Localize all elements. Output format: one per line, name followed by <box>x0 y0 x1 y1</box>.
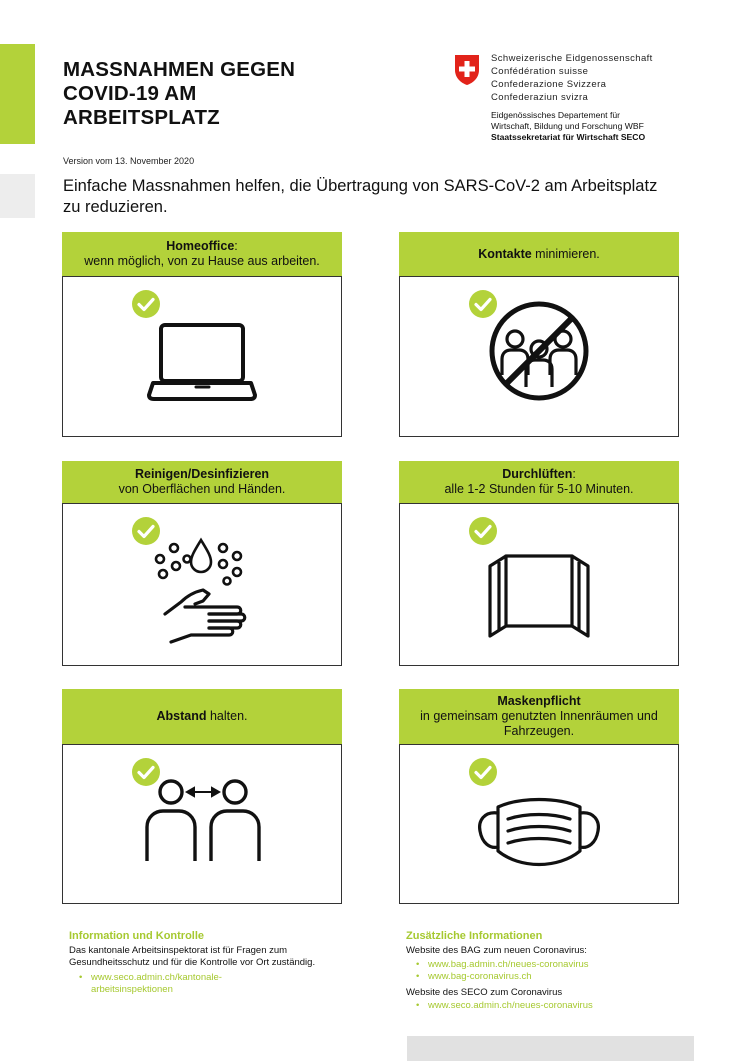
info-kontrolle-text: Das kantonale Arbeitsinspektorat ist für Fragen zum Gesundheitsschutz und für die Kontrolle vor Ort zuständig. <box>69 945 316 968</box>
bag-links <box>406 959 706 983</box>
card-reinigen <box>62 461 342 666</box>
title-line-2: COVID-19 AM <box>63 82 197 105</box>
federal-name-fr: Confédération suisse <box>491 66 589 77</box>
card-masken <box>399 689 679 904</box>
card-homeoffice-header <box>62 232 342 276</box>
card-lueften-header <box>399 461 679 503</box>
laptop-icon <box>63 277 341 436</box>
card-masken-header <box>399 689 679 744</box>
title-line-1: MASSNAHMEN GEGEN <box>63 58 296 81</box>
federal-names <box>491 52 653 104</box>
side-accent-bar <box>0 44 35 144</box>
card-abstand <box>62 689 342 904</box>
federal-name-it: Confederazione Svizzera <box>491 79 607 90</box>
swiss-cross-shield-icon <box>453 54 481 86</box>
lueften-title: Durchlüften <box>502 467 573 481</box>
footer-grey-block <box>407 1036 694 1061</box>
federal-department <box>491 110 645 142</box>
federal-name-de: Schweizerische Eidgenossenschaft <box>491 53 653 64</box>
card-abstand-header <box>62 689 342 744</box>
abstand-title-suffix: halten. <box>206 709 248 723</box>
link-line-2[interactable]: arbeitsinspektionen <box>91 984 173 995</box>
card-homeoffice-body <box>62 276 342 437</box>
link-bag-coronavirus[interactable]: • www.bag-coronavirus.ch <box>406 971 706 983</box>
card-reinigen-header <box>62 461 342 503</box>
card-kontakte-body <box>399 276 679 437</box>
card-kontakte <box>399 232 679 437</box>
reinigen-title: Reinigen/Desinfizieren <box>134 467 270 481</box>
card-reinigen-body <box>62 503 342 666</box>
secretariat: Staatssekretariat für Wirtschaft SECO <box>491 131 646 142</box>
info-kontrolle-heading: Information und Kontrolle <box>69 930 205 942</box>
kontakte-title-suffix: minimieren. <box>531 246 600 261</box>
link-bag-neues-coronavirus[interactable]: • www.bag.admin.ch/neues-coronavirus <box>406 959 706 971</box>
masken-subtitle-line-2: Fahrzeugen. <box>503 724 575 738</box>
homeoffice-subtitle: wenn möglich, von zu Hause aus arbeiten. <box>84 254 320 268</box>
kontakte-title: Kontakte <box>478 246 532 261</box>
card-homeoffice <box>62 232 342 437</box>
reinigen-subtitle: von Oberflächen und Händen. <box>118 482 286 496</box>
seco-text: Website des SECO zum Coronavirus <box>406 986 563 998</box>
card-kontakte-header <box>399 232 679 276</box>
homeoffice-title: Homeoffice <box>166 239 235 253</box>
masken-subtitle-line-1: in gemeinsam genutzten Innenräumen und <box>420 709 658 723</box>
version-date: Version vom 13. November 2020 <box>63 156 195 166</box>
link-seco-neues-coronavirus[interactable]: • www.seco.admin.ch/neues-coronavirus <box>406 1000 706 1012</box>
info-zusaetzlich-heading: Zusätzliche Informationen <box>406 930 543 942</box>
page-title <box>63 58 363 130</box>
card-masken-body <box>399 744 679 904</box>
info-zusaetzlich <box>406 930 706 1012</box>
no-group-icon <box>400 277 678 436</box>
department-line-1: Eidgenössisches Departement für <box>491 110 620 120</box>
link-line-1[interactable]: www.seco.admin.ch/kantonale- <box>91 972 222 983</box>
federal-name-rm: Confederaziun svizra <box>491 92 589 103</box>
hand-washing-icon <box>63 504 341 665</box>
info-kontrolle-links <box>69 972 349 996</box>
bag-text: Website des BAG zum neuen Coronavirus: <box>406 945 587 956</box>
masken-title: Maskenpflicht <box>497 694 581 708</box>
abstand-title: Abstand <box>156 709 207 723</box>
face-mask-icon <box>400 745 678 903</box>
title-line-3: ARBEITSPLATZ <box>63 106 220 129</box>
link-kantonale-arbeitsinspektionen[interactable] <box>69 972 349 996</box>
side-grey-tab <box>0 174 35 218</box>
intro-text: Einfache Massnahmen helfen, die Übertragung von SARS-CoV-2 am Arbeitsplatz zu reduzieren. <box>63 177 658 216</box>
card-abstand-body <box>62 744 342 904</box>
card-lueften <box>399 461 679 666</box>
lueften-title-suffix: : <box>572 467 576 481</box>
homeoffice-title-suffix: : <box>234 239 238 253</box>
lueften-subtitle: alle 1-2 Stunden für 5-10 Minuten. <box>444 482 634 496</box>
info-kontrolle <box>69 930 349 996</box>
seco-links <box>406 1000 706 1012</box>
distance-icon <box>63 745 341 903</box>
department-line-2: Wirtschaft, Bildung und Forschung WBF <box>491 120 644 131</box>
open-window-icon <box>400 504 678 665</box>
card-lueften-body <box>399 503 679 666</box>
